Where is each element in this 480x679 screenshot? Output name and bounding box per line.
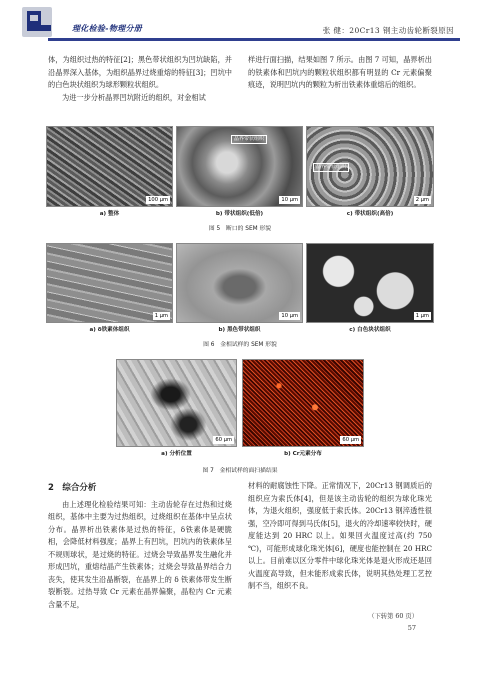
subfigure-label: b) Cr元素分布 [284,451,322,457]
subfigure-label: b) 黑色带状组织 [218,327,261,333]
scale-bar: 1 μm [154,313,168,319]
edx-map-cr [242,359,364,447]
page-number: 57 [407,624,416,632]
sem-image-delta-ferrite [46,243,173,323]
subfigure-label: a) 分析位置 [161,451,192,457]
figure-caption: 图 7 金相试样的面扫描结果 [202,468,278,474]
paragraph: 体，为组织过热的特征[2]；黑色带状组织为凹坑缺陷，并沿晶界深入基体，为组织晶界过烧重熔的特征[3]；凹坑中的白色块状组织为球形颗粒状组织。 [48,55,232,89]
paragraph: 由上述理化检验结果可知：主动齿轮存在过热和过烧组织，基体中主要为过热组织，过烧组织在基体中呈点状分布。晶界析出铁素体是过热的特征，δ铁素体是硬脆相，会降低材料强度；晶界上有凹坑，凹坑内的铁素体呈不规则球状，是过烧的特征。过烧会导致晶界发生融化并形成凹坑，重熔结晶产生铁素体；过烧会导致晶界结合力丧失，使其发生沿晶断裂，在晶界上的 δ 铁素体带发生断裂断裂。过热导致 Cr 元素在晶界偏聚，晶粒内 Cr 元素含量不足， [48,499,232,609]
scale-bar: 60 μm [215,437,232,443]
metallograph-analysis-position [116,359,237,447]
header-rule [48,38,460,41]
sem-image-banded-low [176,126,303,207]
paragraph: 为进一步分析晶界凹坑附近的组织，对金相试 [62,92,206,102]
figure-caption: 图 6 金相试样的 SEM 形貌 [203,342,277,348]
running-title: 张 健：20Cr13 钢主动齿轮断裂原因 [322,26,454,35]
section-heading: 2 综合分析 [48,483,97,493]
top-right-text [248,54,432,92]
top-left-text [48,54,232,104]
scale-bar: 2 μm [415,197,429,203]
section-right-column [248,480,432,593]
annotation-label: 晶界带状组织 [231,135,267,144]
subfigure-label: a) δ铁素体组织 [89,327,130,333]
section-left-column [48,480,232,611]
scale-bar: 1 μm [415,313,429,319]
scale-bar: 100 μm [148,197,168,203]
paragraph: 材料的耐腐蚀性下降。正常情况下，20Cr13 钢调质后的组织应为索氏体[4]，但是该主动齿轮的组织为球化珠光体，为退火组织，强度低于索氏体。20Cr13 钢淬透性很强，空冷即可得到马氏体[5]，退火的冷却速率较快时，硬度能达到 20 HRC 以上。如果回火温度过高(约 750 ℃)，可能形成球化珠光体[6]，硬度也能控制在 20 HRC 以上。目前难以区分零件中球化珠光体是退火形成还是回火温度高导致，但未能形成索氏体，说明其热处理工艺控制不当，组织不良。 [248,481,432,590]
scale-bar: 10 μm [281,313,298,319]
subfigure-label: c) 带状组织(高倍) [346,211,394,217]
journal-brand: 理化检验-物理分册 [72,24,143,33]
figure-caption: 图 5 断口的 SEM 形貌 [208,226,272,232]
sem-image-white-blocks [306,243,434,323]
scale-bar: 10 μm [281,197,298,203]
subfigure-label: a) 整体 [99,211,120,217]
annotation-label: 晶界带状组织 [313,163,349,172]
subfigure-label: b) 带状组织(低倍) [215,211,264,217]
subfigure-label: c) 白色块状组织 [349,327,391,333]
sem-image-banded-high [306,126,434,207]
sem-image-fracture-overview [46,126,173,207]
paragraph: 样进行面扫描，结果如图 7 所示。由图 7 可知，晶界析出的铁素体和凹坑内的颗粒状组织都有明显的 Cr 元素偏聚痕迹，说明凹坑内的颗粒为析出铁素体重熔后的组织。 [248,55,432,89]
sem-image-black-band [176,243,303,323]
journal-logo [20,5,54,39]
continued-note: （下转第 60 页） [368,613,418,620]
scale-bar: 60 μm [342,437,359,443]
